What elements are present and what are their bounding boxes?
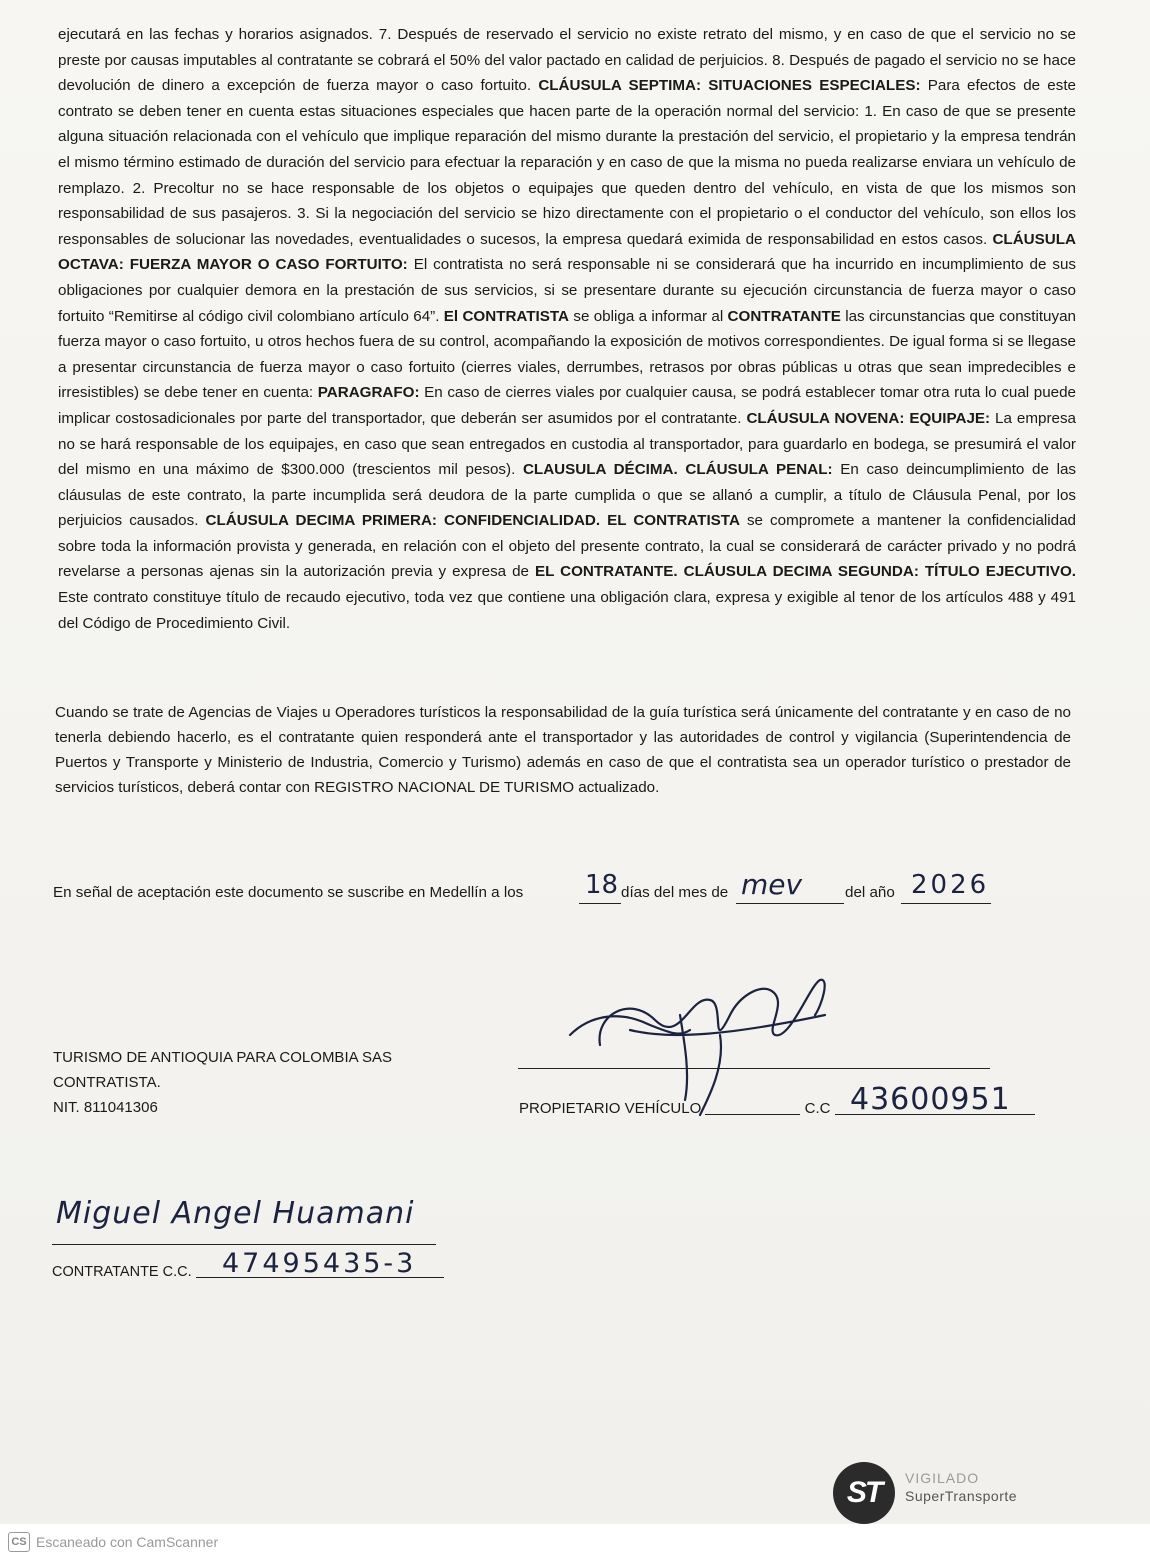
clause-text: La empresa no se hará responsable de los equipajes, en caso que sean entregados en custodia al transportador, para guardarlo en bodega, se presumirá el valor del mismo en una máximo de $300.000 (trescientos mil pesos). xyxy=(58,409,1077,479)
client-cc-label: CONTRATANTE C.C. xyxy=(52,1264,192,1280)
clause-text: las circunstancias que constituyan fuerza mayor o caso fortuito, u otros hechos fuera de su control, acompañando la exposición de motivos correspondientes. De igual forma si se llegase a presentar circunstancia de fuerza mayor o caso fortuito (cierres viales, derrumbes, retrasos por obras públicas u otras que sean impredecibles e irresistibles) se debe tener en cuenta: xyxy=(58,307,1076,402)
company-name: TURISMO DE ANTIOQUIA PARA COLOMBIA SAS xyxy=(53,1049,392,1066)
day-handwritten: 18 xyxy=(585,870,619,900)
clause-text: se compromete a mantener la confidencialidad sobre toda la información provista y generada, en relación con el objeto del presente contrato, la cual se considerará de carácter privado y no podrá revelarse a personas ajenas sin la autorización previa y expresa de xyxy=(58,512,1076,581)
acceptance-line xyxy=(53,868,1053,912)
month-handwritten: mev xyxy=(741,868,803,901)
camscanner-icon: CS xyxy=(8,1532,30,1552)
day-label: días del mes de xyxy=(621,884,729,901)
logo-vigilado: VIGILADO xyxy=(905,1470,980,1486)
client-signature-line xyxy=(52,1244,436,1245)
month-blank xyxy=(736,902,844,904)
clause-heading: CLÁUSULA OCTAVA: FUERZA MAYOR O CASO FORTUITO: xyxy=(58,230,1076,274)
clause-heading: CLÁUSULA SEPTIMA: SITUACIONES ESPECIALES: xyxy=(538,77,921,95)
client-name-handwritten: Miguel Angel Huamani xyxy=(56,1196,415,1231)
year-blank xyxy=(901,902,991,904)
company-nit: NIT. 811041306 xyxy=(53,1099,158,1116)
st-logo-icon: ST xyxy=(833,1462,895,1524)
clause-heading: PARAGRAFO: xyxy=(317,384,420,402)
clause-heading: EL CONTRATANTE. CLÁUSULA DECIMA SEGUNDA: TÍTULO EJECUTIVO. xyxy=(534,563,1076,581)
year-handwritten: 2026 xyxy=(911,870,990,900)
clause-text: se obliga a informar al xyxy=(569,307,728,325)
clause-text: ejecutará en las fechas y horarios asignados. 7. Después de reservado el servicio no existe retrato del mismo, y en caso de que el servicio no se preste por causas imputables al contratante se cobrará el 50% del valor pactado en calidad de perjuicios. 8. Después de pagado el servicio no se hace devolución de dinero a excepción de fuerza mayor o caso fortuito. xyxy=(58,26,1076,95)
logo-supertransporte: SuperTransporte xyxy=(905,1488,1018,1504)
client-cc-handwritten: 47495435-3 xyxy=(222,1248,417,1279)
contract-body xyxy=(58,22,1076,636)
party-name: El CONTRATISTA xyxy=(443,307,570,325)
owner-cc-handwritten: 43600951 xyxy=(850,1082,1011,1117)
supertransporte-logo xyxy=(833,1460,1063,1526)
year-label: del año xyxy=(845,884,895,901)
clause-heading: CLAUSULA DÉCIMA. CLÁUSULA PENAL: xyxy=(522,461,833,479)
day-blank xyxy=(579,902,621,904)
contractor-block xyxy=(53,1045,392,1120)
clause-text: Este contrato constituye título de recaudo ejecutivo, toda vez que contiene una obligación clara, expresa y exigible al tenor de los artículos 488 y 491 del Código de Procedimiento Civil. xyxy=(58,589,1076,632)
party-name: CONTRATANTE xyxy=(727,307,841,325)
clause-text: El contratista no será responsable ni se considerará que ha incurrido en incumplimiento de sus obligaciones por cualquier demora en la prestación de sus servicios, si se presentare durante su ejecución circunstancia de fuerza mayor o caso fortuito “Remitirse al código civil colombiano artículo 64”. xyxy=(58,256,1076,325)
clause-text: En caso de cierres viales por cualquier causa, se podrá establecer tomar otra ruta lo cual puede implicar costosadicionales por parte del transportador, que deberán ser asumidos por el contratante. xyxy=(58,384,1077,427)
company-role: CONTRATISTA. xyxy=(53,1074,161,1091)
acceptance-prefix: En señal de aceptación este documento se suscribe en Medellín a los xyxy=(53,884,524,901)
clause-heading: CLÁUSULA NOVENA: EQUIPAJE: xyxy=(746,409,991,427)
owner-blank xyxy=(705,1114,800,1115)
owner-cc-label: C.C xyxy=(804,1100,831,1117)
clause-text: Para efectos de este contrato se deben tener en cuenta estas situaciones especiales que hacen parte de la operación normal del servicio: 1. En caso de que se presente alguna situación relacionada con el vehículo que implique reparación del mismo durante la prestación del servicio, el propietario y la empresa tendrán el mismo término estimado de duración del servicio para efectuar la reparación y en caso de que la misma no pueda realizarse enviara un vehículo de remplazo. 2. Precoltur no se hace responsable de los objetos o equipajes que queden dentro del vehículo, en vista de que los mismos son responsabilidad de sus pasajeros. 3. Si la negociación del servicio se hizo directamente con el propietario o el conductor del vehículo, son ellos los responsables de solucionar las novedades, eventualidades o sucesos, la empresa quedará eximida de responsabilidad en estos casos. xyxy=(58,77,1077,248)
owner-label: PROPIETARIO VEHÍCULO xyxy=(519,1100,702,1117)
clause-heading: CLÁUSULA DECIMA PRIMERA: CONFIDENCIALIDAD. EL CONTRATISTA xyxy=(205,512,740,530)
owner-signature-line xyxy=(518,1068,990,1069)
scanner-footer xyxy=(0,1524,1150,1562)
camscanner-text: Escaneado con CamScanner xyxy=(36,1534,219,1550)
clause-text: En caso deincumplimiento de las cláusulas de este contrato, la parte incumplida será deudora de la parte cumplida o que se allanó a cumplir, a título de Cláusula Penal, por los perjuicios causados. xyxy=(58,461,1077,530)
tourism-agencies-paragraph: Cuando se trate de Agencias de Viajes u Operadores turísticos la responsabilidad de la guía turística será únicamente del contratante y en caso de no tenerla debiendo hacerlo, es el contratante quien responderá ante el transportador y las autoridades de control y vigilancia (Superintendencia de Puertos y Transporte y Ministerio de Industria, Comercio y Turismo) además en caso de que el contratista sea un operador turístico o prestador de servicios turísticos, deberá contar con REGISTRO NACIONAL DE TURISMO actualizado. xyxy=(55,704,1071,796)
